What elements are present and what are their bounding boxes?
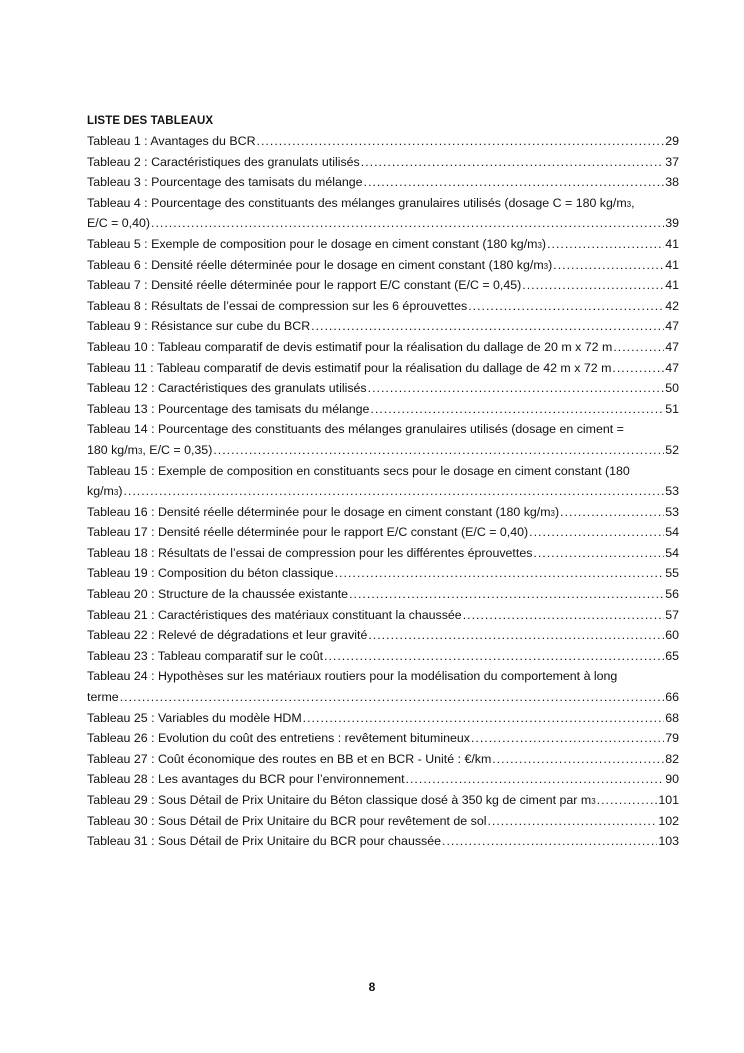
toc-entry-title: Tableau 31 : Sous Détail de Prix Unitaire du BCR pour chaussée — [87, 834, 442, 849]
dot-leader — [529, 522, 664, 543]
toc-page-number: 102 — [658, 813, 679, 828]
toc-entry-line: Tableau 29 : Sous Détail de Prix Unitaire du Béton classique dosé à 350 kg de ciment par m 3 ..... 101 — [87, 790, 679, 811]
toc-entry-line — [87, 172, 679, 193]
dot-leader — [123, 481, 664, 502]
toc-page-number: 47 — [665, 339, 679, 354]
toc-entry-title: Tableau 26 : Evolution du coût des entretiens : revêtement bitumineux — [87, 731, 470, 746]
toc-entry-title-suffix: ) — [541, 236, 547, 251]
dot-leader — [560, 502, 664, 523]
toc-entry — [87, 831, 679, 852]
list-of-tables — [87, 114, 679, 852]
toc-entry — [87, 131, 679, 152]
dot-leader — [406, 769, 665, 790]
dot-leader — [522, 275, 664, 296]
toc-entry-line — [87, 275, 679, 296]
toc-entry — [87, 255, 679, 276]
toc-page-number: 51 — [665, 401, 679, 416]
dot-leader — [442, 831, 657, 852]
toc-entry-line: 180 kg/m 3 , E/C = 0,35) ..... 52 — [87, 440, 679, 461]
toc-entry-title: Tableau 27 : Coût économique des routes en BB et en BCR - Unité : €/km — [87, 751, 492, 766]
toc-entry-title: Tableau 20 : Structure de la chaussée existante — [87, 587, 349, 602]
toc-entry-line — [87, 419, 679, 440]
toc-page-number: 29 — [665, 134, 679, 148]
dot-leader — [492, 749, 664, 770]
toc-entry — [87, 543, 679, 564]
toc-entry-line — [87, 625, 679, 646]
toc-entry-title: Tableau 24 : Hypothèses sur les matériaux routiers pour la modélisation du comportement à long — [87, 669, 618, 684]
dot-leader — [257, 131, 665, 152]
toc-page-number: 55 — [665, 566, 679, 581]
dot-leader — [613, 337, 664, 358]
toc-entry-line — [87, 605, 679, 626]
toc-entry-title: E/C = 0,40) — [87, 216, 151, 231]
toc-entry — [87, 461, 679, 502]
dot-leader — [368, 378, 665, 399]
toc-page-number: 56 — [665, 587, 679, 602]
dot-leader — [471, 728, 664, 749]
toc-entry-line — [87, 666, 679, 687]
toc-entry-line: Tableau 6 : Densité réelle déterminée pour le dosage en ciment constant (180 kg/m 3 ) ..... 41 — [87, 255, 679, 276]
toc-entry-line — [87, 213, 679, 234]
dot-leader — [370, 399, 664, 420]
toc-entry-title: Tableau 19 : Composition du béton classique — [87, 566, 334, 581]
toc-entry-line — [87, 296, 679, 317]
toc-entry — [87, 419, 679, 460]
toc-entry-line — [87, 399, 679, 420]
toc-entry-title: Tableau 1 : Avantages du BCR — [87, 134, 256, 148]
toc-entry-line — [87, 563, 679, 584]
dot-leader — [533, 543, 664, 564]
toc-entry-title: Tableau 28 : Les avantages du BCR pour l’environnement — [87, 772, 405, 787]
toc-entry — [87, 337, 679, 358]
toc-entry — [87, 708, 679, 729]
toc-entry — [87, 378, 679, 399]
toc-entry-line: Tableau 5 : Exemple de composition pour le dosage en ciment constant (180 kg/m 3 ) ..... 41 — [87, 234, 679, 255]
toc-page-number: 90 — [665, 772, 679, 787]
toc-entry-title: kg/m — [87, 484, 114, 499]
toc-entry-title: Tableau 29 : Sous Détail de Prix Unitaire du Béton classique dosé à 350 kg de ciment par m — [87, 793, 592, 807]
toc-entry — [87, 234, 679, 255]
dot-leader — [553, 255, 664, 276]
toc-entry-line — [87, 749, 679, 770]
toc-entry-line — [87, 543, 679, 564]
dot-leader — [120, 687, 665, 708]
toc-entry — [87, 358, 679, 379]
toc-page-number: 82 — [665, 751, 679, 766]
toc-entry-line — [87, 831, 679, 852]
toc-entry — [87, 152, 679, 173]
toc-entry-title-suffix: ) — [118, 484, 123, 499]
toc-entry — [87, 790, 679, 811]
toc-entry-line — [87, 378, 679, 399]
toc-page-number: 53 — [665, 504, 679, 519]
toc-list — [87, 131, 679, 852]
toc-entry-title: Tableau 15 : Exemple de composition en constituants secs pour le dosage en ciment constant (180 — [87, 463, 630, 478]
dot-leader — [324, 646, 664, 667]
dot-leader — [597, 790, 658, 811]
toc-entry-title: Tableau 10 : Tableau comparatif de devis estimatif pour la réalisation du dallage de 20 m x 72 m — [87, 339, 613, 354]
toc-entry-title: Tableau 18 : Résultats de l’essai de compression pour les différentes éprouvettes — [87, 545, 533, 560]
toc-entry — [87, 172, 679, 193]
toc-entry-title: terme — [87, 690, 119, 705]
dot-leader — [468, 296, 664, 317]
toc-entry-title: Tableau 5 : Exemple de composition pour le dosage en ciment constant (180 kg/m — [87, 236, 538, 251]
toc-page-number: 57 — [665, 607, 679, 622]
toc-entry-line — [87, 316, 679, 337]
dot-leader — [487, 811, 657, 832]
toc-entry-title: Tableau 13 : Pourcentage des tamisats du mélange — [87, 401, 370, 416]
toc-entry-title-suffix: , E/C = 0,35) — [142, 442, 213, 457]
toc-entry-line — [87, 131, 679, 152]
toc-entry-title: Tableau 8 : Résultats de l’essai de compression sur les 6 éprouvettes — [87, 298, 468, 313]
toc-page-number: 47 — [665, 319, 679, 334]
toc-entry-title: Tableau 14 : Pourcentage des constituants des mélanges granulaires utilisés (dosage en ciment = — [87, 422, 624, 437]
toc-entry-line: Tableau 4 : Pourcentage des constituants des mélanges granulaires utilisés (dosage C = 180 kg/m 3 , — [87, 193, 679, 214]
toc-page-number: 41 — [665, 278, 679, 293]
toc-page-number: 101 — [658, 793, 679, 807]
toc-page-number: 65 — [665, 648, 679, 663]
toc-page-number: 54 — [665, 545, 679, 560]
toc-entry-title: Tableau 25 : Variables du modèle HDM — [87, 710, 302, 725]
toc-entry — [87, 522, 679, 543]
toc-entry-line — [87, 337, 679, 358]
toc-entry-line: kg/m 3 ) ..... 53 — [87, 481, 679, 502]
dot-leader — [213, 440, 664, 461]
toc-entry-title: Tableau 12 : Caractéristiques des granulats utilisés — [87, 381, 367, 396]
toc-page-number: 53 — [665, 484, 679, 499]
toc-page-number: 37 — [665, 154, 679, 169]
toc-page-number: 52 — [665, 442, 679, 457]
toc-page-number: 68 — [665, 710, 679, 725]
toc-page-number: 54 — [665, 525, 679, 540]
dot-leader — [368, 625, 664, 646]
toc-entry-title: Tableau 4 : Pourcentage des constituants des mélanges granulaires utilisés (dosage C = 180 kg/m — [87, 195, 627, 210]
toc-entry-title: Tableau 30 : Sous Détail de Prix Unitaire du BCR pour revêtement de sol — [87, 813, 487, 828]
toc-page-number: 66 — [665, 690, 679, 705]
toc-entry-line — [87, 769, 679, 790]
toc-entry — [87, 769, 679, 790]
toc-entry-title: Tableau 22 : Relevé de dégradations et leur gravité — [87, 628, 368, 643]
toc-entry — [87, 563, 679, 584]
toc-entry — [87, 502, 679, 523]
toc-entry-line — [87, 461, 679, 482]
toc-entry — [87, 728, 679, 749]
dot-leader — [547, 234, 664, 255]
dot-leader — [311, 316, 664, 337]
toc-entry — [87, 811, 679, 832]
toc-entry-title: Tableau 2 : Caractéristiques des granulats utilisés — [87, 154, 360, 169]
toc-entry-line — [87, 358, 679, 379]
dot-leader — [361, 152, 664, 173]
dot-leader — [303, 708, 665, 729]
toc-entry-title: Tableau 11 : Tableau comparatif de devis estimatif pour la réalisation du dallage de 42 m x 72 m — [87, 360, 612, 375]
toc-page-number: 79 — [665, 731, 679, 746]
toc-entry-title: Tableau 9 : Résistance sur cube du BCR — [87, 319, 311, 334]
toc-entry-title: Tableau 3 : Pourcentage des tamisats du mélange — [87, 175, 363, 190]
toc-entry-line — [87, 522, 679, 543]
toc-entry-line — [87, 152, 679, 173]
toc-entry-line — [87, 708, 679, 729]
toc-page-number: 41 — [665, 257, 679, 272]
toc-entry-title: Tableau 7 : Densité réelle déterminée pour le rapport E/C constant (E/C = 0,45) — [87, 278, 522, 293]
toc-entry — [87, 646, 679, 667]
dot-leader — [612, 358, 664, 379]
toc-entry — [87, 193, 679, 234]
section-heading: LISTE DES TABLEAUX — [87, 115, 214, 127]
toc-entry-title: Tableau 23 : Tableau comparatif sur le coût — [87, 648, 324, 663]
toc-page-number: 41 — [665, 236, 679, 251]
toc-page-number: 47 — [665, 360, 679, 375]
page-number: 8 — [368, 980, 376, 994]
toc-entry-title-suffix: ) — [555, 504, 560, 519]
toc-page-number: 39 — [665, 216, 679, 231]
toc-entry-line — [87, 811, 679, 832]
toc-entry-line — [87, 584, 679, 605]
toc-entry — [87, 316, 679, 337]
toc-page-number: 42 — [665, 298, 679, 313]
toc-entry — [87, 625, 679, 646]
dot-leader — [335, 563, 665, 584]
toc-entry — [87, 749, 679, 770]
toc-entry — [87, 666, 679, 707]
toc-entry-title: Tableau 21 : Caractéristiques des matériaux constituant la chaussée — [87, 607, 462, 622]
toc-entry — [87, 605, 679, 626]
toc-page-number: 103 — [658, 834, 679, 849]
toc-entry — [87, 399, 679, 420]
dot-leader — [364, 172, 665, 193]
toc-entry-line — [87, 728, 679, 749]
toc-entry-title: Tableau 6 : Densité réelle déterminée pour le dosage en ciment constant (180 kg/m — [87, 257, 544, 272]
toc-page-number: 50 — [665, 381, 679, 396]
toc-entry-title: Tableau 16 : Densité réelle déterminée pour le dosage en ciment constant (180 kg/m — [87, 504, 551, 519]
toc-entry — [87, 584, 679, 605]
toc-entry-title: Tableau 17 : Densité réelle déterminée pour le rapport E/C constant (E/C = 0,40) — [87, 525, 529, 540]
toc-entry — [87, 275, 679, 296]
toc-entry-line — [87, 646, 679, 667]
toc-entry-line — [87, 687, 679, 708]
toc-entry — [87, 296, 679, 317]
toc-entry-title: 180 kg/m — [87, 442, 138, 457]
toc-entry-title-suffix: , — [631, 195, 635, 210]
dot-leader — [463, 605, 665, 626]
toc-entry-line: Tableau 16 : Densité réelle déterminée pour le dosage en ciment constant (180 kg/m 3 ) ..... 53 — [87, 502, 679, 523]
dot-leader — [151, 213, 664, 234]
toc-page-number: 60 — [665, 628, 679, 643]
toc-entry-title-suffix: ) — [548, 257, 553, 272]
toc-page-number: 38 — [665, 175, 679, 190]
dot-leader — [349, 584, 664, 605]
